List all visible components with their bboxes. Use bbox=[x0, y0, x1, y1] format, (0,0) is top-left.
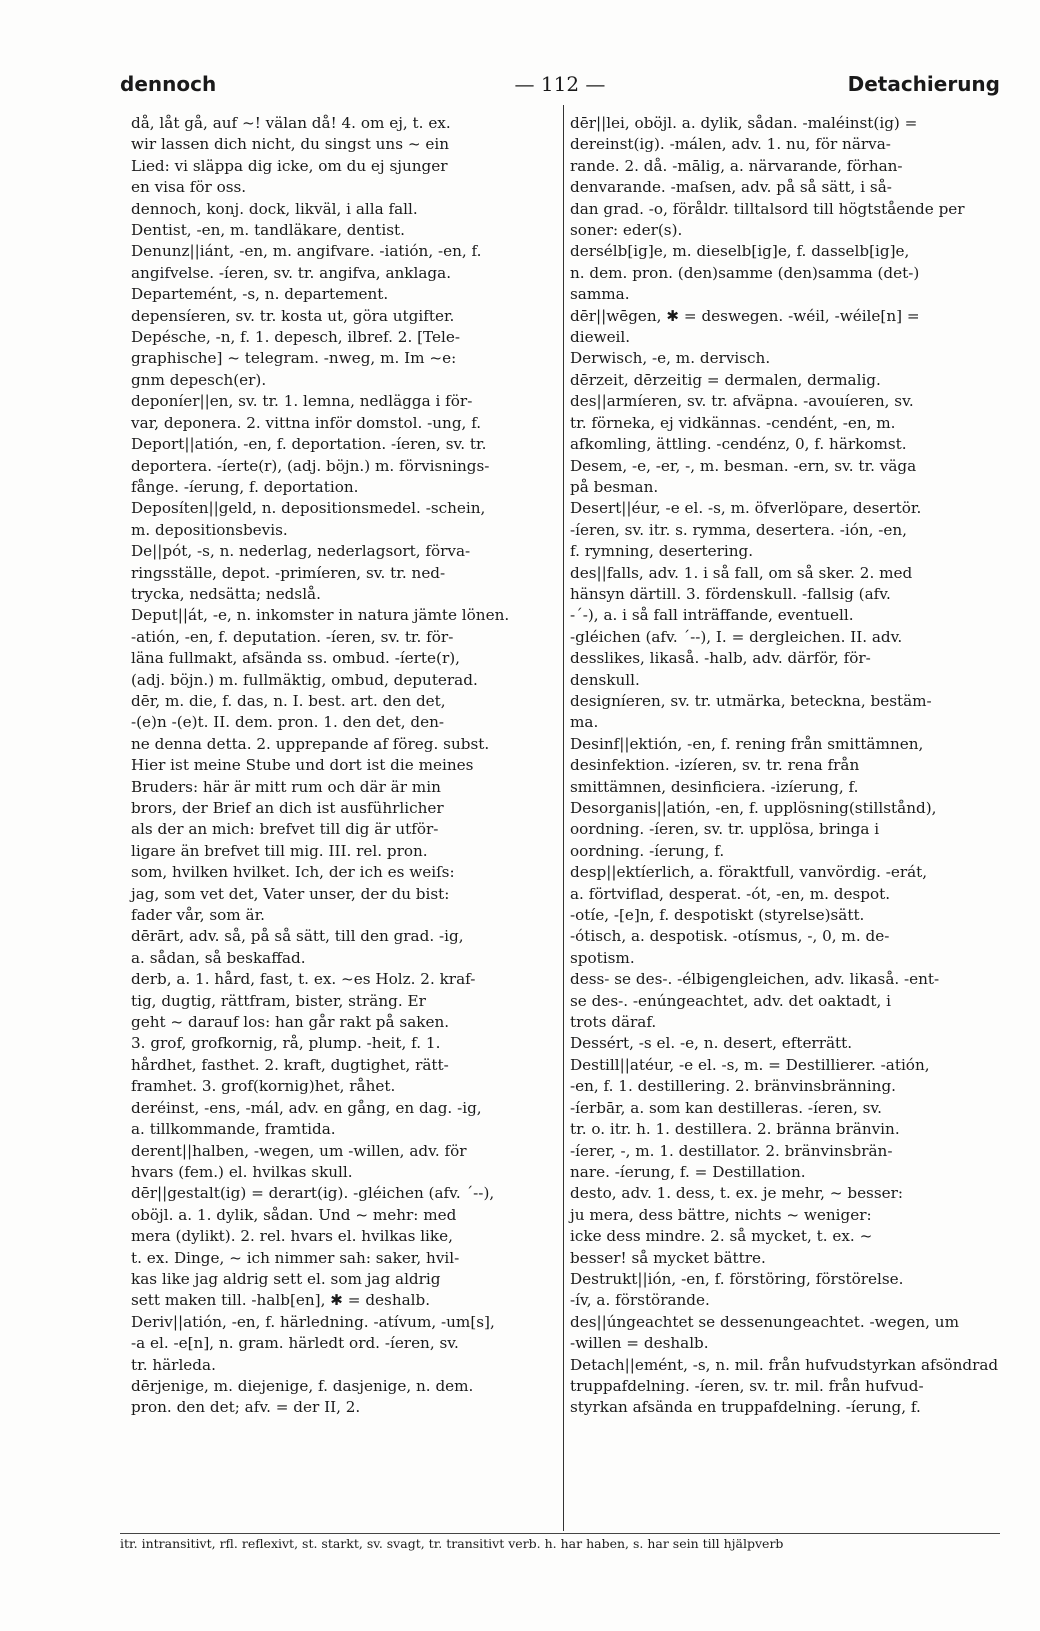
text-line: -gléichen (afv. ´--), I. = dergleichen. II. adv. bbox=[570, 627, 903, 646]
text-line: jag, som vet det, Vater unser, der du bist: bbox=[131, 884, 450, 903]
text-line: nare. -íerung, f. = Destillation. bbox=[570, 1162, 806, 1181]
text-line: Desert||éur, -e el. -s, m. öfverlöpare, desertör. bbox=[570, 499, 922, 518]
text-line: tr. förneka, ej vidkännas. -cendént, -en, m. bbox=[570, 413, 896, 432]
text-line: -´-), a. i så fall inträffande, eventuell. bbox=[570, 606, 854, 625]
text-line: a. tillkommande, framtida. bbox=[131, 1120, 336, 1139]
text-line: -atión, -en, f. deputation. -íeren, sv. tr. för- bbox=[131, 627, 454, 646]
right-running-headword: Detachierung bbox=[847, 72, 1000, 96]
text-line: n. dem. pron. (den)samme (den)samma (det-) bbox=[570, 263, 920, 282]
text-line: depensíeren, sv. tr. kosta ut, göra utgifter. bbox=[131, 306, 455, 325]
text-line: Dessért, -s el. -e, n. desert, efterrätt. bbox=[570, 1034, 853, 1053]
text-line: desinfektion. -izíeren, sv. tr. rena från bbox=[570, 756, 860, 775]
text-line: sett maken till. -halb[en], ✱ = deshalb. bbox=[131, 1291, 431, 1310]
text-line: Lied: vi släppa dig icke, om du ej sjunger bbox=[131, 156, 448, 175]
text-line: pron. den det; afv. = der II, 2. bbox=[131, 1398, 361, 1417]
text-line: des||úngeachtet se dessenungeachtet. -wegen, um bbox=[570, 1312, 959, 1331]
text-line: Bruders: här är mitt rum och där är min bbox=[131, 777, 441, 796]
text-line: en visa för oss. bbox=[131, 178, 247, 197]
text-line: a. förtviflad, desperat. -ót, -en, m. despot. bbox=[570, 884, 891, 903]
text-line: mera (dylikt). 2. rel. hvars el. hvilkas like, bbox=[131, 1227, 453, 1246]
text-line: 3. grof, grofkornig, rå, plump. -heit, f. 1. bbox=[131, 1034, 441, 1053]
text-line: f. rymning, desertering. bbox=[570, 542, 754, 561]
text-line: samma. bbox=[570, 285, 630, 304]
text-line: ju mera, dess bättre, nichts ~ weniger: bbox=[570, 1205, 872, 1224]
text-line: denvarande. -maſsen, adv. på så sätt, i så- bbox=[570, 178, 892, 197]
text-line: oböjl. a. 1. dylik, sådan. Und ~ mehr: med bbox=[131, 1205, 457, 1224]
text-line: a. sådan, så beskaffad. bbox=[131, 948, 306, 967]
page-number: — 112 — bbox=[514, 72, 606, 96]
text-line: (adj. böjn.) m. fullmäktig, ombud, deputerad. bbox=[131, 670, 478, 689]
text-line: desslikes, likaså. -halb, adv. därför, för- bbox=[570, 649, 871, 668]
text-line: als der an mich: brefvet till dig är utför- bbox=[131, 820, 439, 839]
text-line: dereinst(ig). -málen, adv. 1. nu, för närva- bbox=[570, 135, 891, 154]
text-line: Deposíten||geld, n. depositionsmedel. -schein, bbox=[131, 499, 486, 518]
text-line: Depésche, -n, f. 1. depesch, ilbref. 2. [Tele- bbox=[131, 328, 460, 347]
text-line: dess- se des-. -élbigengleichen, adv. likaså. -ent- bbox=[570, 970, 940, 989]
text-line: des||falls, adv. 1. i så fall, om så sker. 2. med bbox=[570, 563, 913, 582]
text-line: besser! så mycket bättre. bbox=[570, 1248, 766, 1267]
text-line: geht ~ darauf los: han går rakt på saken. bbox=[131, 1013, 450, 1032]
text-line: se des-. -enúngeachtet, adv. det oaktadt, i bbox=[570, 991, 892, 1010]
text-line: dennoch, konj. dock, likväl, i alla fall. bbox=[131, 199, 418, 218]
text-line: Denunz||iánt, -en, m. angifvare. -iatión, -en, f. bbox=[131, 242, 482, 261]
text-line: dērārt, adv. så, på så sätt, till den grad. -ig, bbox=[131, 927, 464, 946]
text-line: ne denna detta. 2. upprepande af föreg. subst. bbox=[131, 734, 490, 753]
text-line: dēr||wēgen, ✱ = deswegen. -wéil, -wéile[n] = bbox=[570, 306, 920, 325]
text-line: angifvelse. -íeren, sv. tr. angifva, anklaga. bbox=[131, 263, 452, 282]
text-line: derb, a. 1. hård, fast, t. ex. ~es Holz. 2. kraf- bbox=[131, 970, 476, 989]
column-divider bbox=[563, 105, 564, 1531]
text-line: styrkan afsända en truppafdelning. -íerung, f. bbox=[570, 1398, 921, 1417]
text-line: -ív, a. förstörande. bbox=[570, 1291, 710, 1310]
text-line: dēr||lei, oböjl. a. dylik, sådan. -maléinst(ig) = bbox=[570, 114, 918, 132]
text-line: som, hvilken hvilket. Ich, der ich es weiſs: bbox=[131, 863, 455, 882]
text-line: trycka, nedsätta; nedslå. bbox=[131, 584, 321, 603]
text-line: Desorganis||atión, -en, f. upplösning(stillstånd), bbox=[570, 799, 937, 817]
text-line: kas like jag aldrig sett el. som jag aldrig bbox=[131, 1269, 441, 1288]
text-line: desp||ektíerlich, a. föraktfull, vanvördig. -erát, bbox=[570, 863, 928, 882]
text-line: trots däraf. bbox=[570, 1013, 657, 1032]
text-line: spotism. bbox=[570, 948, 635, 967]
text-line: ringsställe, depot. -primíeren, sv. tr. ned- bbox=[131, 563, 446, 582]
page-header bbox=[120, 72, 1000, 102]
text-line: läna fullmakt, afsända ss. ombud. -íerte(r), bbox=[131, 649, 460, 668]
text-line: -(e)n -(e)t. II. dem. pron. 1. den det, den- bbox=[131, 713, 445, 732]
text-line: m. depositionsbevis. bbox=[131, 520, 288, 539]
text-line: på besman. bbox=[570, 477, 659, 496]
text-line: hårdhet, fasthet. 2. kraft, dugtighet, rätt- bbox=[131, 1055, 449, 1074]
text-line: Destill||atéur, -e el. -s, m. = Destillierer. -atión, bbox=[570, 1055, 930, 1074]
text-line: deponíer||en, sv. tr. 1. lemna, nedlägga i för- bbox=[131, 392, 473, 411]
text-line: då, låt gå, auf ~! välan då! 4. om ej, t. ex. bbox=[131, 114, 451, 132]
text-line: deréinst, -ens, -mál, adv. en gång, en dag. -ig, bbox=[131, 1098, 482, 1117]
text-line: designíeren, sv. tr. utmärka, beteckna, bestäm- bbox=[570, 691, 932, 710]
text-line: Hier ist meine Stube und dort ist die meines bbox=[131, 756, 474, 775]
text-line: Derwisch, -e, m. dervisch. bbox=[570, 349, 771, 368]
text-line: var, deponera. 2. vittna inför domstol. -ung, f. bbox=[131, 413, 482, 432]
text-line: desto, adv. 1. dess, t. ex. je mehr, ~ besser: bbox=[570, 1184, 904, 1203]
text-line: ma. bbox=[570, 713, 599, 732]
abbreviation-footer: itr. intransitivt, rfl. reflexivt, st. starkt, sv. svagt, tr. transitivt verb. h. har haben, s. har sein till hjälpverb bbox=[120, 1536, 784, 1551]
footer-rule bbox=[120, 1533, 1000, 1534]
text-line: ligare än brefvet till mig. III. rel. pron. bbox=[131, 841, 428, 860]
text-line: wir lassen dich nicht, du singst uns ~ ein bbox=[131, 135, 449, 154]
text-line: gnm depesch(er). bbox=[131, 370, 267, 389]
text-line: tig, dugtig, rättfram, bister, sträng. Er bbox=[131, 991, 426, 1010]
text-line: dan grad. -o, föråldr. tilltalsord till högtstående per bbox=[570, 199, 965, 218]
text-line: Departemént, -s, n. departement. bbox=[131, 285, 389, 304]
text-line: dersélb[ig]e, m. dieselb[ig]e, f. dasselb[ig]e, bbox=[570, 242, 910, 261]
text-line: -ótisch, a. despotisk. -otísmus, -, 0, m. de- bbox=[570, 927, 890, 946]
text-line: dēr||gestalt(ig) = derart(ig). -gléichen (afv. ´--), bbox=[131, 1184, 495, 1203]
text-line: dērzeit, dērzeitig = dermalen, dermalig. bbox=[570, 370, 881, 389]
text-line: De||pót, -s, n. nederlag, nederlagsort, förva- bbox=[131, 542, 471, 561]
text-line: -otíe, -[e]n, f. despotiskt (styrelse)sätt. bbox=[570, 906, 865, 925]
text-line: -íerbār, a. som kan destilleras. -íeren, sv. bbox=[570, 1098, 882, 1117]
text-line: Desem, -e, -er, -, m. besman. -ern, sv. tr. väga bbox=[570, 456, 917, 475]
text-line: -a el. -e[n], n. gram. härledt ord. -íeren, sv. bbox=[131, 1334, 459, 1353]
text-line: smittämnen, desinficiera. -izíerung, f. bbox=[570, 777, 859, 796]
text-line: Destrukt||ión, -en, f. förstöring, förstörelse. bbox=[570, 1269, 904, 1288]
text-line: hvars (fem.) el. hvilkas skull. bbox=[131, 1162, 353, 1181]
text-line: t. ex. Dinge, ~ ich nimmer sah: saker, hvil- bbox=[131, 1248, 460, 1267]
text-line: graphische] ~ telegram. -nweg, m. Im ~e: bbox=[131, 349, 457, 368]
text-line: fånge. -íerung, f. deportation. bbox=[131, 477, 359, 496]
left-running-headword: dennoch bbox=[120, 72, 217, 96]
text-line: fader vår, som är. bbox=[131, 906, 265, 925]
text-line: des||armíeren, sv. tr. afväpna. -avouíeren, sv. bbox=[570, 392, 914, 411]
text-line: hänsyn därtill. 3. fördenskull. -fallsig (afv. bbox=[570, 584, 891, 603]
text-line: derent||halben, -wegen, um -willen, adv. för bbox=[131, 1141, 467, 1160]
text-line: deportera. -íerte(r), (adj. böjn.) m. förvisnings- bbox=[131, 456, 490, 475]
text-line: truppafdelning. -íeren, sv. tr. mil. från hufvud- bbox=[570, 1376, 924, 1395]
text-line: Deput||át, -e, n. inkomster in natura jämte lönen. bbox=[131, 606, 510, 625]
text-line: Desinf||ektión, -en, f. rening från smittämnen, bbox=[570, 734, 924, 753]
text-line: Dentist, -en, m. tandläkare, dentist. bbox=[131, 221, 405, 240]
text-line: -willen = deshalb. bbox=[570, 1334, 709, 1353]
text-line: framhet. 3. grof(kornig)het, råhet. bbox=[131, 1077, 396, 1096]
text-line: afkomling, ättling. -cendénz, 0, f. härkomst. bbox=[570, 435, 907, 454]
text-line: oordning. -íeren, sv. tr. upplösa, bringa i bbox=[570, 820, 880, 839]
text-line: dēr, m. die, f. das, n. I. best. art. den det, bbox=[131, 691, 446, 710]
text-line: rande. 2. då. -mālig, a. närvarande, förhan- bbox=[570, 156, 903, 175]
text-line: tr. o. itr. h. 1. destillera. 2. bränna bränvin. bbox=[570, 1120, 900, 1139]
left-column bbox=[131, 113, 559, 1419]
text-line: -íerer, -, m. 1. destillator. 2. bränvinsbrän- bbox=[570, 1141, 893, 1160]
text-line: Deriv||atión, -en, f. härledning. -atívum, -um[s], bbox=[131, 1312, 495, 1331]
text-line: icke dess mindre. 2. så mycket, t. ex. ~ bbox=[570, 1227, 873, 1246]
text-line: dērjenige, m. diejenige, f. dasjenige, n. dem. bbox=[131, 1376, 474, 1395]
text-line: soner: eder(s). bbox=[570, 221, 683, 240]
text-line: oordning. -íerung, f. bbox=[570, 841, 725, 860]
text-line: Detach||emént, -s, n. mil. från hufvudstyrkan afsöndrad bbox=[570, 1355, 999, 1374]
text-line: dieweil. bbox=[570, 328, 631, 347]
text-line: brors, der Brief an dich ist ausführlicher bbox=[131, 799, 444, 817]
text-line: -íeren, sv. itr. s. rymma, desertera. -ión, -en, bbox=[570, 520, 908, 539]
text-line: tr. härleda. bbox=[131, 1355, 216, 1374]
text-line: denskull. bbox=[570, 670, 640, 689]
right-column bbox=[570, 113, 1003, 1419]
text-line: Deport||atión, -en, f. deportation. -íeren, sv. tr. bbox=[131, 435, 487, 454]
text-line: -en, f. 1. destillering. 2. bränvinsbränning. bbox=[570, 1077, 896, 1096]
